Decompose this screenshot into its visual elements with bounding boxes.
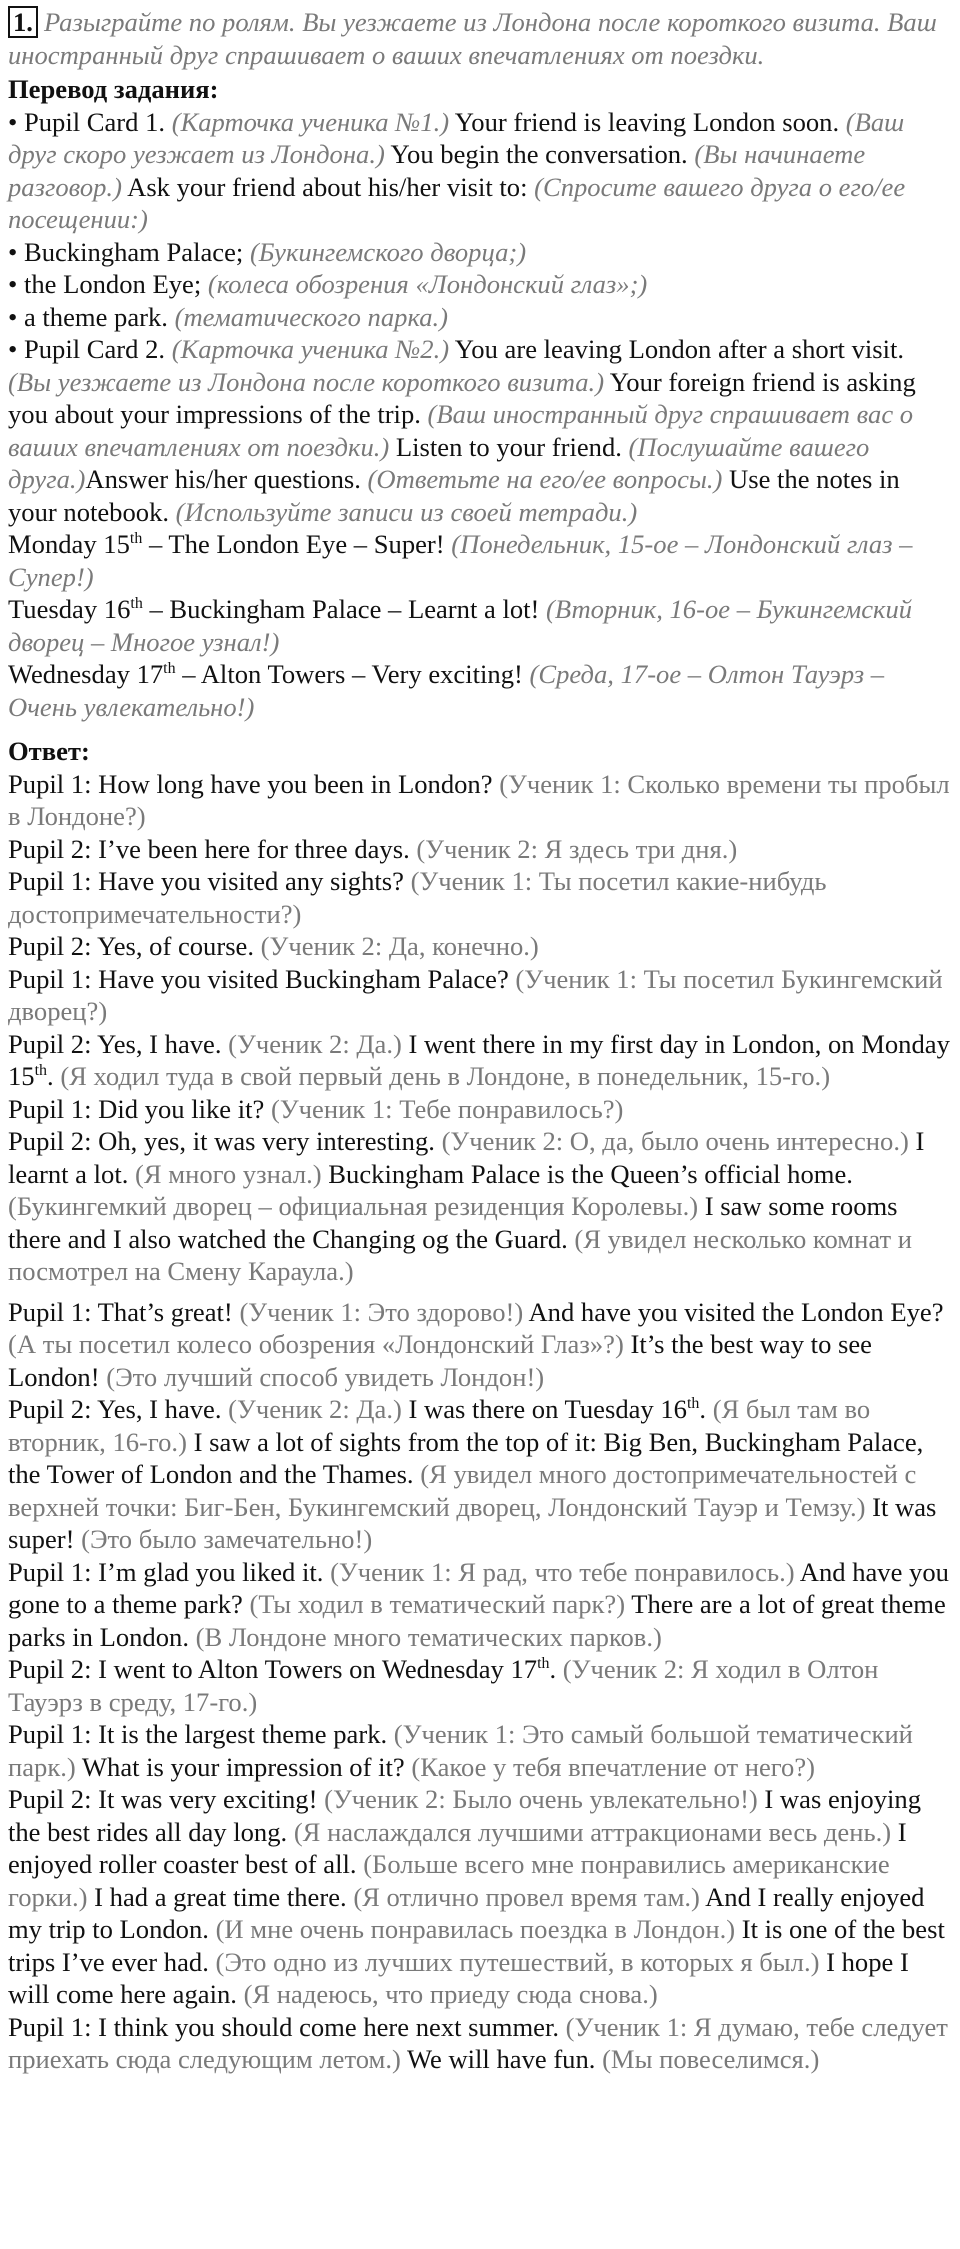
russian-translation: (А ты посетил колесо обозрения «Лондонский Глаз»?) bbox=[8, 1329, 624, 1359]
russian-translation: (Спросите вашего друга о его/ее посещении:) bbox=[8, 171, 906, 234]
russian-translation: (Ученик 2: Было очень увлекательно!) bbox=[324, 1784, 758, 1814]
russian-translation: (Понедельник, 15-ое – Лондонский глаз – Супер!) bbox=[8, 529, 913, 592]
english-text: Pupil 1: I’m glad you liked it. bbox=[8, 1556, 331, 1587]
translation-line bbox=[8, 236, 950, 269]
english-text: Monday 15 bbox=[8, 529, 130, 559]
dialogue-line bbox=[8, 833, 950, 866]
russian-translation: (Ты ходил в тематический парк?) bbox=[249, 1589, 626, 1619]
english-text: I saw a lot of sights from the top of it: Big Ben, Buckingham Palace, the Tower of London and the Thames. bbox=[8, 1426, 924, 1489]
english-text: – Alton Towers – Very exciting! bbox=[175, 659, 530, 689]
task-instruction: Разыграйте по ролям. Вы уезжаете из Лондона после короткого визита. Ваш иностранный друг спрашивает о ваших впечатлениях от поездки. bbox=[8, 7, 937, 70]
english-text: • the London Eye; bbox=[8, 269, 208, 299]
russian-translation: (Букингемкий дворец – официальная резиденция Королевы.) bbox=[8, 1191, 699, 1221]
english-text: Pupil 2: Yes, of course. bbox=[8, 931, 261, 961]
english-text: Use the notes in your notebook. bbox=[8, 464, 900, 527]
russian-translation: (Вторник, 16-ое – Букингемский дворец – Многое узнал!) bbox=[8, 594, 913, 657]
russian-translation: (Ученик 2: Я ходил в Олтон Тауэрз в среду, 17-го.) bbox=[8, 1654, 879, 1717]
russian-translation: (Я наслаждался лучшими аттракционами весь день.) bbox=[293, 1816, 892, 1847]
translation-line bbox=[8, 593, 950, 658]
russian-translation: (Я был там во вторник, 16-го.) bbox=[8, 1394, 871, 1457]
task-number: 1. bbox=[8, 6, 38, 38]
english-text: We will have fun. bbox=[400, 2044, 603, 2074]
english-text: It’s the best way to see London! bbox=[8, 1329, 872, 1392]
english-text: – The London Eye – Super! bbox=[142, 529, 452, 559]
ordinal-suffix: th bbox=[129, 530, 143, 548]
english-text: Pupil 2: Yes, I have. bbox=[8, 1394, 229, 1424]
english-text: Pupil 1: It is the largest theme park. bbox=[8, 1719, 394, 1749]
english-text: Tuesday 16 bbox=[8, 594, 131, 624]
russian-translation: (Используйте записи из своей тетради.) bbox=[175, 496, 638, 527]
english-text: • Buckingham Palace; bbox=[8, 236, 250, 267]
english-text: Wednesday 17 bbox=[8, 659, 164, 689]
translation-line bbox=[8, 333, 950, 528]
english-text: Pupil 1: I think you should come here next summer. bbox=[8, 2011, 566, 2042]
english-text: I had a great time there. bbox=[87, 1881, 354, 1912]
russian-translation: (Ваш иностранный друг спрашивает вас о ваших впечатлениях от поездки.) bbox=[8, 399, 914, 462]
english-text: • Pupil Card 2. bbox=[8, 334, 172, 364]
english-text: Pupil 1: Did you like it? bbox=[8, 1093, 271, 1124]
english-text: Pupil 1: Have you visited any sights? bbox=[8, 866, 411, 896]
english-text: You are leaving London after a short visit. bbox=[449, 334, 905, 364]
dialogue-line bbox=[8, 865, 950, 930]
dialogue-line bbox=[8, 768, 950, 833]
dialogue-line bbox=[8, 2011, 950, 2076]
translation-line bbox=[8, 528, 950, 593]
dialogue-line bbox=[8, 1125, 950, 1288]
english-text: Pupil 2: I’ve been here for three days. bbox=[8, 833, 417, 864]
russian-translation: (Больше всего мне понравились американские горки.) bbox=[8, 1849, 890, 1912]
russian-translation: (Я отлично провел время там.) bbox=[353, 1881, 700, 1912]
russian-translation: (Ученик 1: Я рад, что тебе понравилось.) bbox=[330, 1556, 795, 1587]
ordinal-suffix: th bbox=[163, 660, 176, 678]
english-text: I learnt a lot. bbox=[8, 1126, 925, 1189]
russian-translation: (Ученик 1: Это здорово!) bbox=[239, 1296, 524, 1327]
english-text: I was enjoying the best rides all day long. bbox=[8, 1784, 922, 1847]
russian-translation: (Я увидел несколько комнат и посмотрел на Смену Караула.) bbox=[8, 1223, 912, 1286]
russian-translation: (Вы уезжаете из Лондона после короткого визита.) bbox=[8, 366, 605, 397]
english-text: What is your impression of it? bbox=[75, 1751, 412, 1782]
english-text: – Buckingham Palace – Learnt a lot! bbox=[142, 594, 547, 624]
english-text: • Pupil Card 1. bbox=[8, 106, 172, 137]
russian-translation: (Ученик 2: Я здесь три дня.) bbox=[416, 833, 738, 864]
russian-translation: (Ученик 2: Да.) bbox=[228, 1028, 402, 1059]
dialogue-line bbox=[8, 1296, 950, 1394]
russian-translation: (Мы повеселимся.) bbox=[602, 2044, 820, 2074]
english-text: Pupil 1: How long have you been in London? bbox=[8, 768, 500, 799]
answer-heading: Ответ: bbox=[8, 736, 90, 766]
task-statement bbox=[8, 6, 950, 71]
english-text: Pupil 2: Yes, I have. bbox=[8, 1028, 229, 1059]
russian-translation: (Ученик 2: О, да, было очень интересно.) bbox=[441, 1126, 909, 1156]
english-text: Ask your friend about his/her visit to: bbox=[121, 171, 535, 202]
english-text: Your friend is leaving London soon. bbox=[449, 106, 846, 137]
russian-translation: (Послушайте вашего друга.) bbox=[8, 431, 870, 494]
russian-translation: (Это было замечательно!) bbox=[81, 1524, 373, 1554]
english-text: I was there on Tuesday 16 bbox=[401, 1394, 687, 1424]
russian-translation: (Я надеюсь, что приеду сюда снова.) bbox=[243, 1979, 658, 2009]
translation-section bbox=[8, 106, 950, 724]
ordinal-suffix: th bbox=[686, 1395, 700, 1413]
russian-translation: (колеса обозрения «Лондонский глаз»;) bbox=[207, 269, 648, 299]
english-text: Pupil 2: I went to Alton Towers on Wednesday 17 bbox=[8, 1654, 538, 1684]
english-text: Answer his/her questions. bbox=[85, 464, 368, 494]
english-text: It is one of the best trips I’ve ever had. bbox=[8, 1914, 945, 1977]
dialogue-line bbox=[8, 963, 950, 1028]
english-text: Pupil 2: Oh, yes, it was very interesting. bbox=[8, 1126, 442, 1156]
russian-translation: (Букингемского дворца;) bbox=[249, 236, 527, 267]
english-text: Your foreign friend is asking you about your impressions of the trip. bbox=[8, 366, 916, 429]
translation-line bbox=[8, 268, 950, 301]
russian-translation: (Это лучший способ увидеть Лондон!) bbox=[106, 1361, 545, 1392]
russian-translation: (Это одно из лучших путешествий, в которых я был.) bbox=[215, 1946, 820, 1977]
ordinal-suffix: th bbox=[537, 1655, 550, 1673]
russian-translation: (Я много узнал.) bbox=[135, 1158, 322, 1189]
russian-translation: (Карточка ученика №2.) bbox=[171, 334, 450, 364]
russian-translation: (Ученик 1: Сколько времени ты пробыл в Лондоне?) bbox=[8, 768, 950, 831]
dialogue-line bbox=[8, 1718, 950, 1783]
english-text: There are a lot of great theme parks in London. bbox=[8, 1589, 946, 1652]
english-text: And have you gone to a theme park? bbox=[8, 1556, 949, 1619]
russian-translation: (Вы начинаете разговор.) bbox=[8, 139, 866, 202]
russian-translation: (Карточка ученика №1.) bbox=[171, 106, 450, 137]
russian-translation: (Я увидел много достопримечательностей с верхней точки: Биг-Бен, Букингемский дворец, Лондонский Тауэр и Темзу.) bbox=[8, 1459, 917, 1522]
translation-line bbox=[8, 106, 950, 236]
answer-dialogue bbox=[8, 768, 950, 2076]
dialogue-line bbox=[8, 1028, 950, 1093]
russian-translation: (Ученик 2: Да, конечно.) bbox=[260, 931, 539, 961]
dialogue-line bbox=[8, 1783, 950, 2011]
translation-heading: Перевод задания: bbox=[8, 74, 219, 104]
english-text: I went there in my first day in London, on Monday 15 bbox=[8, 1028, 950, 1091]
english-text: I saw some rooms there and I also watched the Changing og the Guard. bbox=[8, 1191, 898, 1254]
ordinal-suffix: th bbox=[34, 1062, 48, 1080]
english-text: Pupil 2: It was very exciting! bbox=[8, 1784, 325, 1814]
english-text: I hope I will come here again. bbox=[8, 1946, 909, 2009]
english-text: It was super! bbox=[8, 1491, 937, 1554]
russian-translation: (Ученик 2: Да.) bbox=[228, 1394, 402, 1424]
ordinal-suffix: th bbox=[130, 595, 143, 613]
english-text: Pupil 1: That’s great! bbox=[8, 1296, 240, 1327]
russian-translation: (Какое у тебя впечатление от него?) bbox=[411, 1751, 815, 1782]
dialogue-line bbox=[8, 1093, 950, 1126]
russian-translation: (тематического парка.) bbox=[174, 301, 449, 332]
russian-translation: (Ответьте на его/ее вопросы.) bbox=[367, 464, 723, 494]
translation-line bbox=[8, 658, 950, 723]
dialogue-line bbox=[8, 1653, 950, 1718]
russian-translation: (И мне очень понравилась поездка в Лондон.) bbox=[215, 1914, 736, 1944]
english-text: . bbox=[47, 1061, 61, 1091]
dialogue-line bbox=[8, 1556, 950, 1654]
english-text: . bbox=[549, 1654, 563, 1684]
translation-line bbox=[8, 301, 950, 334]
dialogue-line bbox=[8, 1393, 950, 1556]
russian-translation: (Я ходил туда в свой первый день в Лондоне, в понедельник, 15-го.) bbox=[60, 1061, 831, 1091]
english-text: Pupil 1: Have you visited Buckingham Palace? bbox=[8, 963, 516, 994]
english-text: • a theme park. bbox=[8, 301, 175, 332]
dialogue-line bbox=[8, 930, 950, 963]
english-text: And I really enjoyed my trip to London. bbox=[8, 1881, 925, 1944]
russian-translation: (Ученик 1: Это самый большой тематический парк.) bbox=[8, 1719, 913, 1782]
english-text: I enjoyed roller coaster best of all. bbox=[8, 1816, 907, 1879]
russian-translation: (Ученик 1: Ты посетил какие-нибудь достопримечательности?) bbox=[8, 866, 827, 929]
english-text: . bbox=[699, 1394, 713, 1424]
russian-translation: (Среда, 17-ое – Олтон Тауэрз – Очень увлекательно!) bbox=[8, 659, 885, 722]
russian-translation: (Ученик 1: Ты посетил Букингемский дворец?) bbox=[8, 963, 943, 1026]
russian-translation: (Ученик 1: Тебе понравилось?) bbox=[270, 1093, 624, 1124]
russian-translation: (Ученик 1: Я думаю, тебе следует приехать сюда следующим летом.) bbox=[8, 2011, 948, 2074]
english-text: Buckingham Palace is the Queen’s official home. bbox=[321, 1158, 853, 1189]
russian-translation: (В Лондоне много тематических парков.) bbox=[195, 1621, 662, 1652]
english-text: Listen to your friend. bbox=[389, 431, 629, 462]
russian-translation: (Ваш друг скоро уезжает из Лондона.) bbox=[8, 106, 905, 169]
english-text: And have you visited the London Eye? bbox=[523, 1296, 944, 1327]
english-text: You begin the conversation. bbox=[384, 139, 695, 169]
